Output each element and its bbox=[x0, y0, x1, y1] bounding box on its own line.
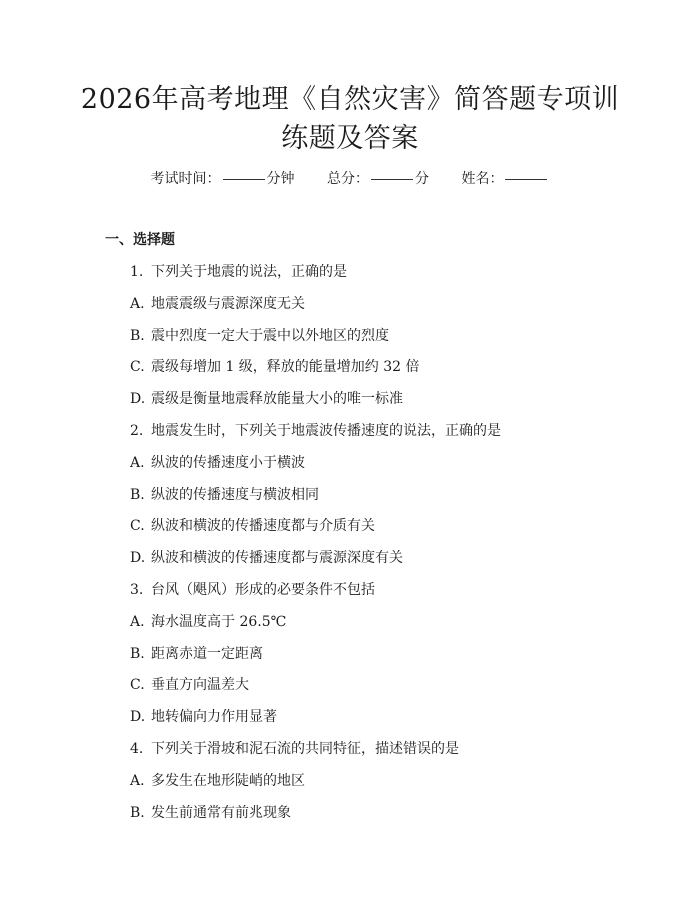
item-marker: B. bbox=[130, 327, 145, 344]
item-marker: B. bbox=[130, 486, 145, 503]
item-marker: 3. bbox=[130, 581, 144, 598]
name-field bbox=[461, 171, 549, 187]
item-text: 纵波和横波的传播速度都与介质有关 bbox=[151, 518, 375, 535]
item-marker: A. bbox=[130, 613, 145, 630]
option-item bbox=[130, 486, 501, 518]
total-score-label: 总分： bbox=[327, 171, 369, 187]
item-marker: C. bbox=[130, 518, 145, 535]
item-text: 地震震级与震源深度无关 bbox=[151, 295, 305, 312]
section-heading: 一、选择题 bbox=[105, 232, 175, 248]
name-label: 姓名： bbox=[461, 171, 504, 187]
question-item bbox=[130, 422, 501, 454]
item-text: 纵波的传播速度与横波相同 bbox=[151, 486, 319, 503]
option-item bbox=[130, 549, 501, 581]
item-text: 下列关于滑坡和泥石流的共同特征，描述错误的是 bbox=[151, 740, 459, 757]
item-marker: 2. bbox=[130, 422, 144, 439]
option-item bbox=[130, 454, 501, 486]
option-item bbox=[130, 645, 501, 677]
option-item bbox=[130, 327, 501, 359]
exam-info-line bbox=[0, 168, 700, 188]
item-marker: B. bbox=[130, 645, 145, 662]
item-text: 震中烈度一定大于震中以外地区的烈度 bbox=[151, 327, 389, 344]
item-text: 海水温度高于 26.5℃ bbox=[151, 613, 287, 630]
item-text: 多发生在地形陡峭的地区 bbox=[151, 772, 305, 789]
item-marker: 1. bbox=[130, 264, 144, 280]
question-item bbox=[130, 581, 501, 613]
item-marker: D. bbox=[130, 391, 146, 408]
option-item bbox=[130, 772, 501, 804]
total-score-blank bbox=[371, 179, 413, 180]
item-marker: C. bbox=[130, 677, 145, 694]
exam-time-label: 考试时间： bbox=[150, 171, 221, 187]
item-text: 垂直方向温差大 bbox=[151, 677, 249, 694]
question-item bbox=[130, 740, 501, 772]
item-text: 地转偏向力作用显著 bbox=[151, 709, 277, 726]
item-text: 台风（飓风）形成的必要条件不包括 bbox=[151, 581, 375, 598]
item-text: 纵波的传播速度小于横波 bbox=[151, 454, 305, 471]
item-marker: D. bbox=[130, 550, 146, 567]
item-text: 纵波和横波的传播速度都与震源深度有关 bbox=[151, 550, 403, 567]
question-item bbox=[130, 263, 501, 295]
option-item bbox=[130, 390, 501, 422]
item-marker: C. bbox=[130, 359, 145, 376]
exam-time-unit: 分钟 bbox=[266, 171, 295, 187]
item-marker: B. bbox=[130, 804, 145, 821]
item-text: 震级是衡量地震释放能量大小的唯一标准 bbox=[151, 391, 403, 408]
exam-time-blank bbox=[223, 179, 265, 180]
item-text: 地震发生时，下列关于地震波传播速度的说法，正确的是 bbox=[151, 422, 501, 439]
item-text: 下列关于地震的说法，正确的是 bbox=[151, 264, 347, 280]
exam-time-field bbox=[151, 171, 295, 187]
item-marker: A. bbox=[130, 772, 145, 789]
option-item bbox=[130, 676, 501, 708]
total-score-field bbox=[327, 171, 429, 187]
option-item bbox=[130, 295, 501, 327]
name-blank bbox=[505, 179, 547, 180]
document-title bbox=[70, 80, 630, 158]
option-item bbox=[130, 358, 501, 390]
option-item bbox=[130, 708, 501, 740]
item-text: 发生前通常有前兆现象 bbox=[151, 804, 291, 821]
option-item bbox=[130, 804, 501, 836]
item-text: 距离赤道一定距离 bbox=[151, 645, 263, 662]
item-marker: D. bbox=[130, 709, 146, 726]
total-score-unit: 分 bbox=[415, 171, 429, 187]
option-item bbox=[130, 613, 501, 645]
item-text: 震级每增加 1 级，释放的能量增加约 32 倍 bbox=[151, 359, 420, 376]
option-item bbox=[130, 517, 501, 549]
item-marker: A. bbox=[130, 454, 145, 471]
item-marker: 4. bbox=[130, 740, 144, 757]
question-list bbox=[130, 263, 501, 835]
item-marker: A. bbox=[130, 295, 145, 312]
document-title-line-2: 练题及答案 bbox=[281, 123, 419, 154]
document-title-line-1: 2026年高考地理《自然灾害》简答题专项训 bbox=[80, 84, 620, 115]
